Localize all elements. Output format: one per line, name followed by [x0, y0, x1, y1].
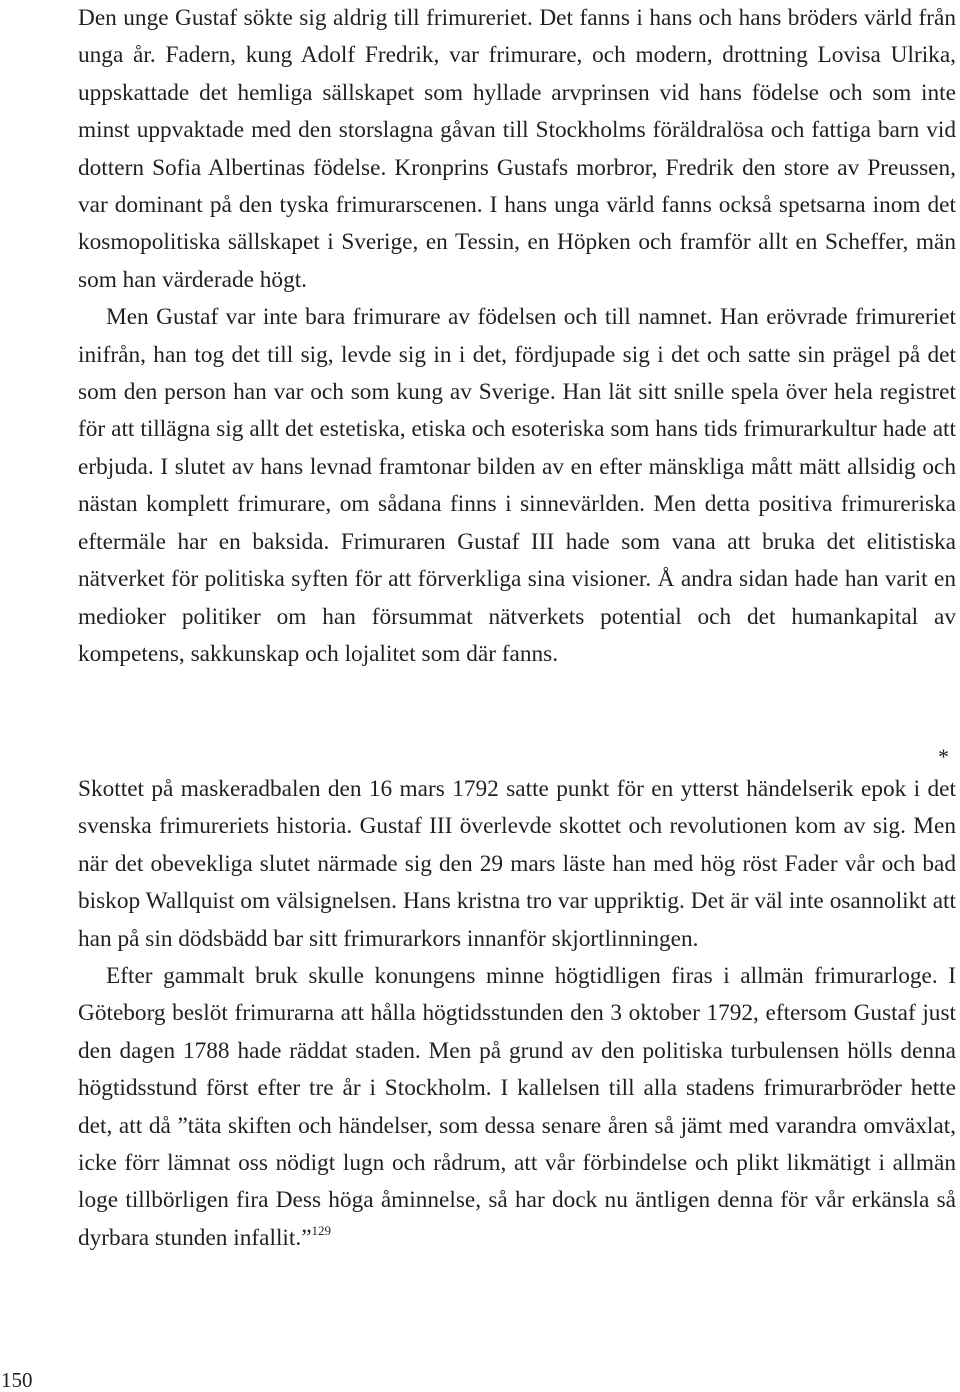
paragraph-1: Den unge Gustaf sökte sig aldrig till frimureriet. Det fanns i hans och hans bröders värld från unga år. Fadern, kung Adolf Fredrik, var frimurare, och modern, drottning Lovisa Ulrika, uppskattade det hemliga sällskapet som hyllade arvprinsen vid hans födelse och som inte minst uppvaktade med den storslagna gåvan till Stockholms föräldralösa och fattiga barn vid dottern Sofia Albertinas födelse. Kronprins Gustafs morbror, Fredrik den store av Preussen, var dominant på den tyska frimurarscenen. I hans unga värld fanns också spetsarna inom det kosmopolitiska sällskapet i Sverige, en Tessin, en Höpken och framför allt en Scheffer, män som han värderade högt. — [78, 5, 956, 293]
asterisk-separator: * — [938, 744, 949, 769]
footnote-reference[interactable]: 129 — [311, 1222, 332, 1238]
section-before-separator — [78, 0, 956, 673]
page-number: 150 — [1, 1368, 33, 1392]
section-after-separator — [78, 771, 956, 1257]
section-separator — [78, 742, 956, 772]
paragraph-3: Skottet på maskeradbalen den 16 mars 1792 satte punkt för en ytterst händelserik epok i det svenska frimureriets historia. Gustaf III överlevde skottet och revolutionen kom av sig. Men när det obevekliga slutet närmade sig den 29 mars läste han med hög röst Fader vår och bad biskop Wallquist om välsignelsen. Hans kristna tro var uppriktig. Det är väl inte osannolikt att han på sin dödsbädd bar sitt frimurarkors innanför skjortlinningen. — [78, 776, 956, 952]
paragraph-4-text: Efter gammalt bruk skulle konungens minne högtidligen firas i allmän frimurarloge. I Göteborg beslöt frimurarna att hålla högtidsstunden den 3 oktober 1792, eftersom Gustaf just den dagen 1788 hade räddat staden. Men på grund av den politiska turbulensen hölls denna högtidsstund först efter tre år i Stockholm. I kallelsen till alla stadens frimurarbröder hette det, att då ”täta skiften och händelser, som dessa senare åren så jämt med varandra omväxlat, icke förr lämnat oss nödigt lugn och rådrum, att vår förbindelse och plikt likmätigt i allmän loge tillbörligen fira Dess höga åminnelse, så har dock nu äntligen denna för vår erkänsla så dyrbara stunden infallit.” — [78, 963, 956, 1251]
paragraph-4 — [78, 958, 956, 1257]
paragraph-2: Men Gustaf var inte bara frimurare av födelsen och till namnet. Han erövrade frimureriet inifrån, han tog det till sig, levde sig in i det, fördjupade sig i det och satte sin prägel på det som den person han var och som kung av Sverige. Han lät sitt snille spela över hela registret för att tillägna sig allt det estetiska, etiska och esoteriska som hans tids frimurarkultur hade att erbjuda. I slutet av hans levnad framtonar bilden av en efter mänskliga mått mätt allsidig och nästan komplett frimurare, om sådana finns i sinnevärlden. Men detta positiva frimureriska eftermäle har en baksida. Frimuraren Gustaf III hade som vana att bruka det elitistiska nätverket för politiska syften för att förverkliga sina visioner. Å andra sidan hade han varit en medioker politiker om han försummat nätverkets potential och det humankapital av kompetens, sakkunskap och lojalitet som där fanns. — [78, 304, 956, 667]
